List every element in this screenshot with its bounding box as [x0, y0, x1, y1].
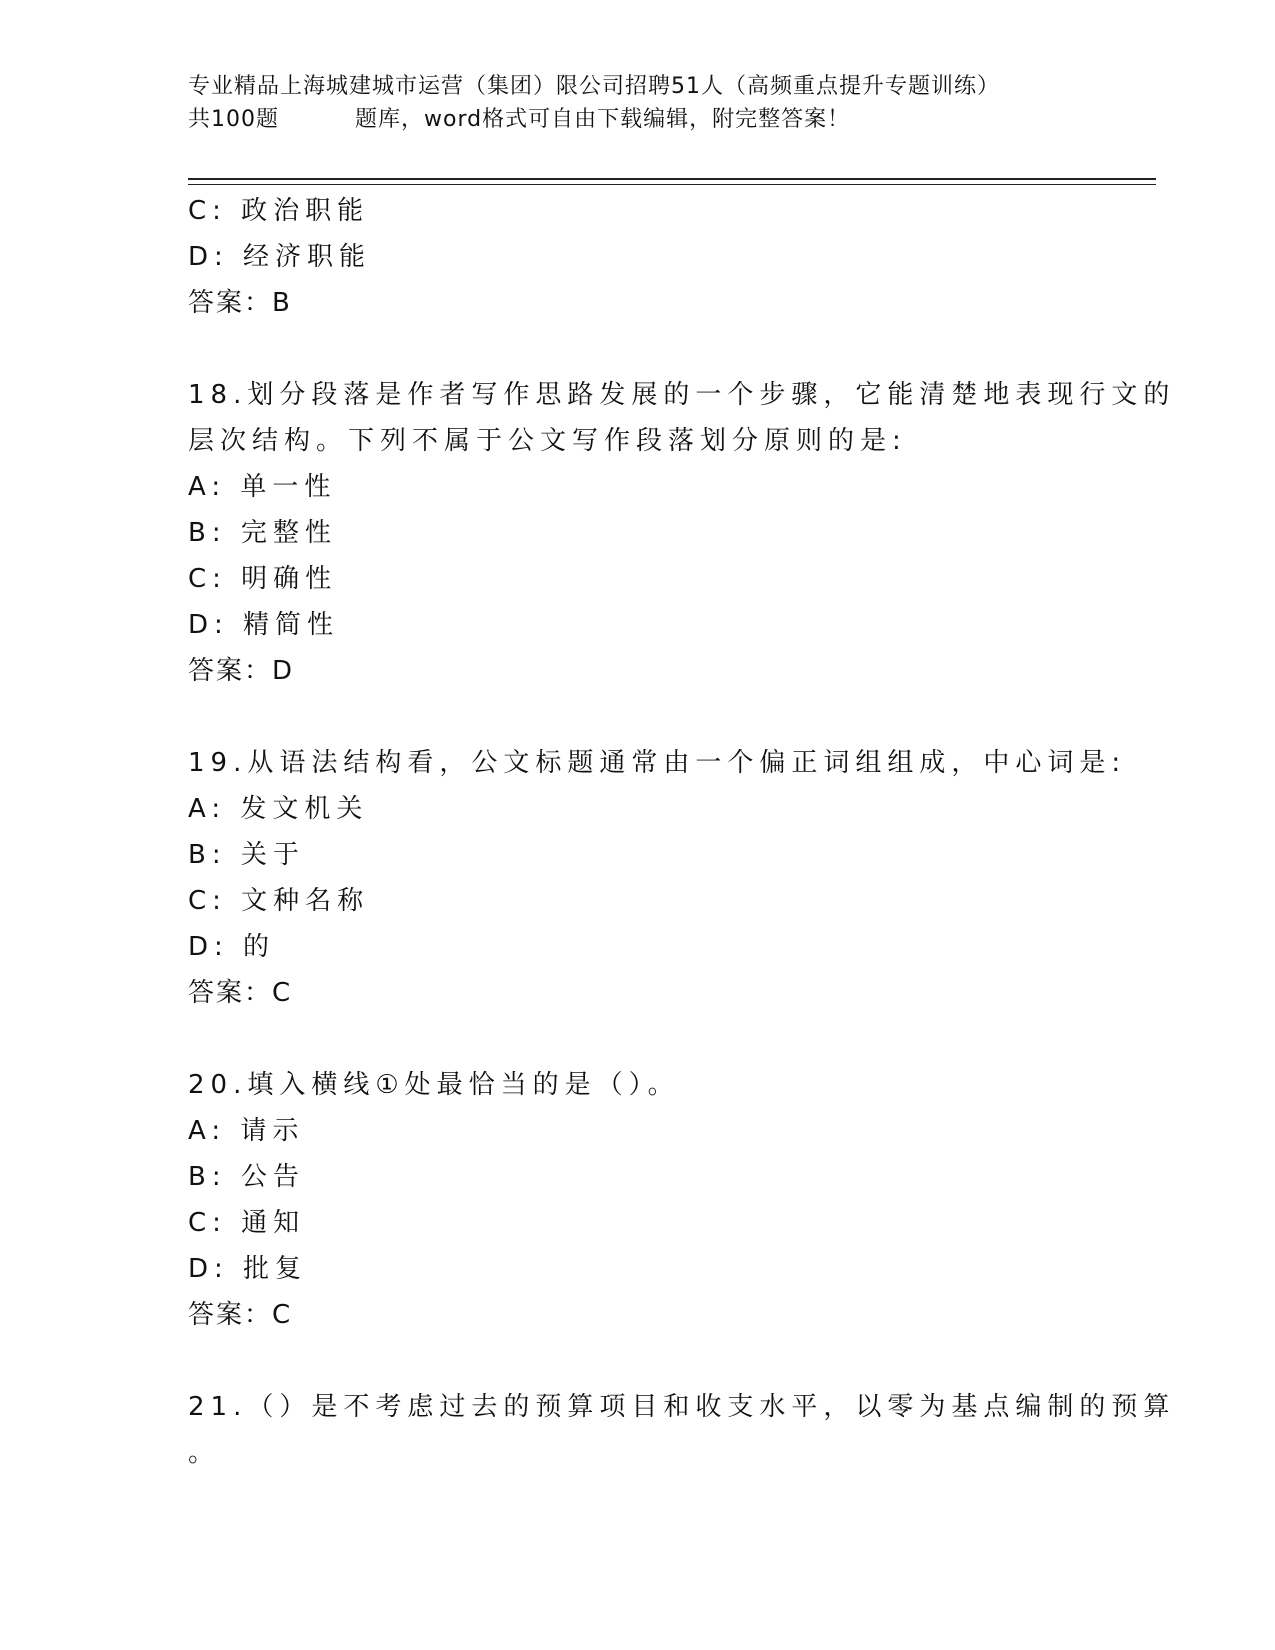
- header-divider-thick: [188, 178, 1156, 180]
- option-d: D: 批复: [188, 1254, 308, 1284]
- option-d: D: 的: [188, 932, 276, 962]
- option-a: A: 发文机关: [188, 794, 369, 824]
- page-header: [188, 70, 1068, 136]
- option-b: B: 公告: [188, 1162, 305, 1192]
- question-stem-continued: 层次结构。下列不属于公文写作段落划分原则的是:: [188, 426, 907, 456]
- header-subtitle-line: [188, 103, 1068, 136]
- header-divider-thin: [188, 184, 1156, 185]
- answer-line: 答案：C: [188, 1300, 293, 1330]
- option-c: C: 明确性: [188, 564, 338, 594]
- option-c: C: 政治职能: [188, 196, 370, 226]
- header-question-count: 共100题: [188, 107, 279, 132]
- question-block-20: [188, 1062, 1088, 1338]
- question-stem: 20.填入横线①处最恰当的是（）。: [188, 1070, 680, 1100]
- question-block-18: [188, 372, 1176, 694]
- header-description: 题库，word格式可自由下载编辑，附完整答案！: [355, 107, 851, 132]
- question-list: [188, 188, 1176, 1476]
- question-stem-continued: 。: [188, 1438, 221, 1468]
- question-stem: 18.划分段落是作者写作思路发展的一个步骤，它能清楚地表现行文的: [188, 380, 1176, 410]
- question-block-prev: [188, 188, 1088, 326]
- option-b: B: 完整性: [188, 518, 337, 548]
- option-a: A: 请示: [188, 1116, 305, 1146]
- answer-line: 答案：D: [188, 656, 295, 686]
- answer-line: 答案：B: [188, 288, 292, 318]
- option-a: A: 单一性: [188, 472, 337, 502]
- option-b: B: 关于: [188, 840, 305, 870]
- header-title-line: 专业精品上海城建城市运营（集团）限公司招聘51人（高频重点提升专题训练）: [188, 74, 1000, 99]
- question-block-21: [188, 1384, 1176, 1476]
- question-block-19: [188, 740, 1127, 1016]
- option-d: D: 精简性: [188, 610, 340, 640]
- option-c: C: 文种名称: [188, 886, 370, 916]
- option-d: D: 经济职能: [188, 242, 372, 272]
- option-c: C: 通知: [188, 1208, 306, 1238]
- question-stem: 21.（）是不考虑过去的预算项目和收支水平，以零为基点编制的预算: [188, 1392, 1176, 1422]
- question-stem: 19.从语法结构看，公文标题通常由一个偏正词组组成，中心词是:: [188, 748, 1127, 778]
- answer-line: 答案：C: [188, 978, 293, 1008]
